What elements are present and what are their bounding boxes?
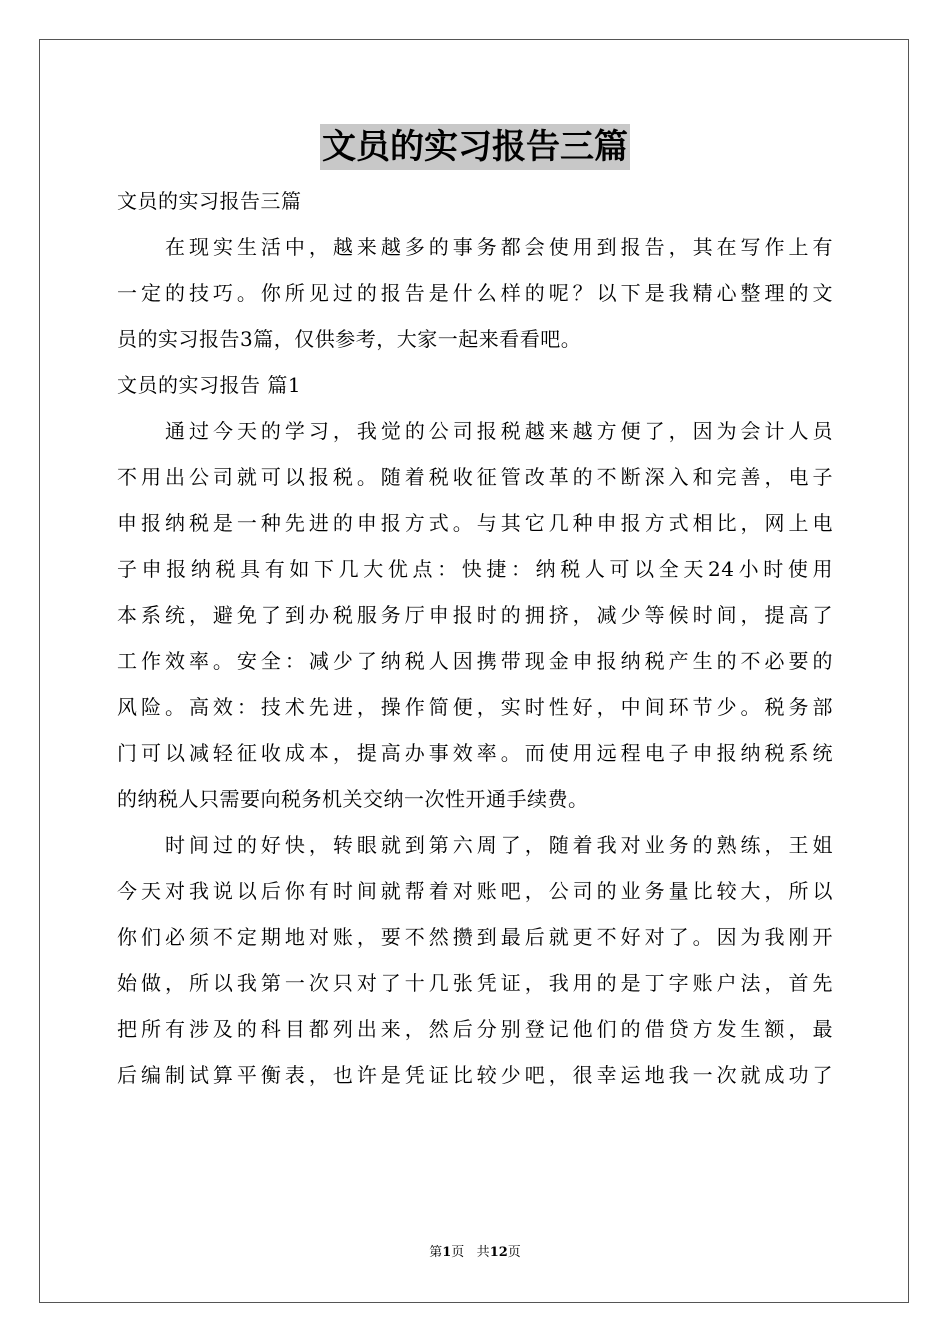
- text-line: 不用出公司就可以报税。随着税收征管改革的不断深入和完善，电子: [117, 465, 833, 489]
- text-line: 的纳税人只需要向税务机关交纳一次性开通手续费。: [117, 787, 589, 811]
- document-body: [117, 178, 833, 1098]
- text-line: 风险。高效：技术先进，操作简便，实时性好，中间环节少。税务部: [117, 695, 833, 719]
- text-line: 把所有涉及的科目都列出来，然后分别登记他们的借贷方发生额，最: [117, 1017, 833, 1041]
- footer-page-prefix: 第: [429, 1245, 443, 1260]
- text-line: 子申报纳税具有如下几大优点：快捷：纳税人可以全天24小时使用: [117, 557, 833, 581]
- title-wrap: [0, 124, 950, 170]
- text-line: 时间过的好快，转眼就到第六周了，随着我对业务的熟练，王姐: [165, 833, 833, 857]
- footer-page-number: 1: [442, 1245, 452, 1260]
- text-line: 通过今天的学习，我觉的公司报税越来越方便了，因为会计人员: [165, 419, 833, 443]
- footer-page-suffix: 页: [451, 1245, 465, 1260]
- text-line: 文员的实习报告三篇: [117, 189, 302, 213]
- document-title: 文员的实习报告三篇: [320, 124, 630, 170]
- text-line: 今天对我说以后你有时间就帮着对账吧，公司的业务量比较大，所以: [117, 879, 833, 903]
- text-line: 工作效率。安全：减少了纳税人因携带现金申报纳税产生的不必要的: [117, 649, 833, 673]
- text-line: 始做，所以我第一次只对了十几张凭证，我用的是丁字账户法，首先: [117, 971, 833, 995]
- page-footer: [0, 1244, 950, 1262]
- text-line: 后编制试算平衡表，也许是凭证比较少吧，很幸运地我一次就成功了: [117, 1063, 833, 1087]
- text-line: 门可以减轻征收成本，提高办事效率。而使用远程电子申报纳税系统: [117, 741, 833, 765]
- text-line: 你们必须不定期地对账，要不然攒到最后就更不好对了。因为我刚开: [117, 925, 833, 949]
- text-line: 员的实习报告3篇，仅供参考，大家一起来看看吧。: [117, 327, 582, 351]
- footer-total-prefix: 共: [476, 1245, 490, 1260]
- text-line: 本系统，避免了到办税服务厅申报时的拥挤，减少等候时间，提高了: [117, 603, 833, 627]
- footer-total-pages: 12: [489, 1245, 508, 1260]
- text-line: 一定的技巧。你所见过的报告是什么样的呢？以下是我精心整理的文: [117, 281, 833, 305]
- footer-total-suffix: 页: [507, 1245, 521, 1260]
- text-line: 申报纳税是一种先进的申报方式。与其它几种申报方式相比，网上电: [117, 511, 833, 535]
- text-line: 在现实生活中，越来越多的事务都会使用到报告，其在写作上有: [165, 235, 833, 259]
- text-line: 文员的实习报告 篇1: [117, 373, 302, 397]
